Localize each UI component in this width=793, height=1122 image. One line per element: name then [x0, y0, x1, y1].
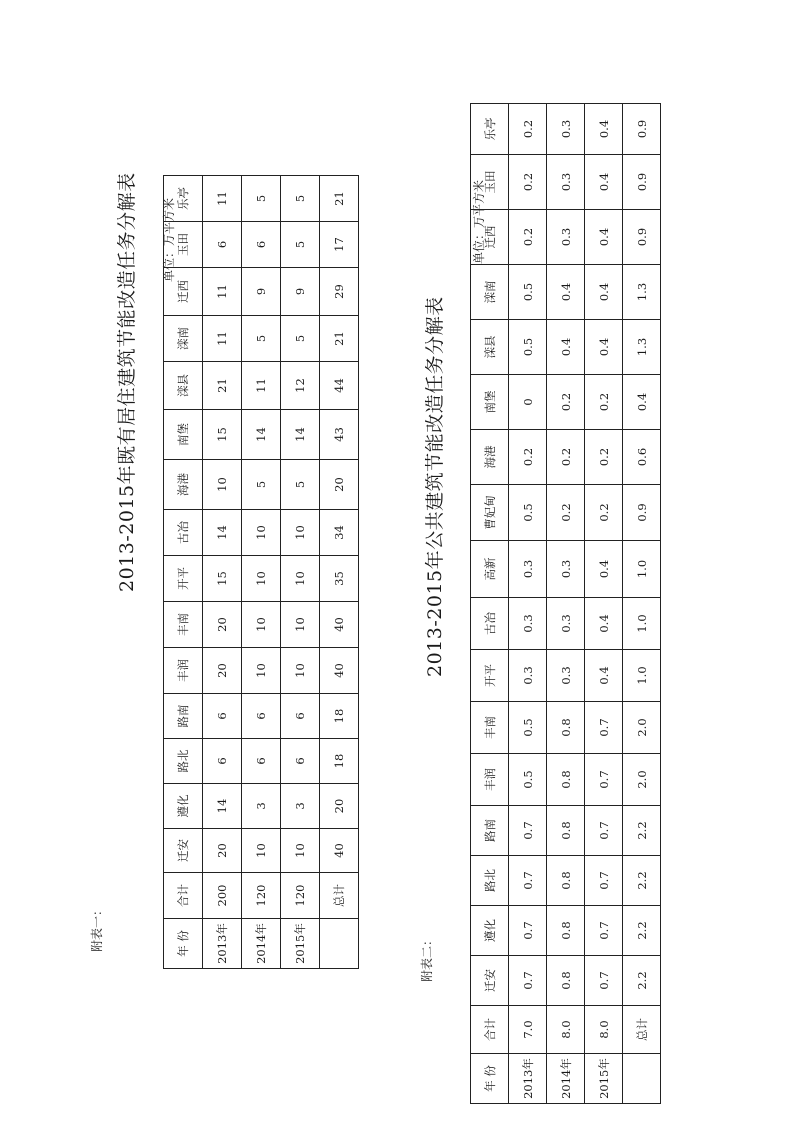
appendix2-cell: 0.2: [585, 375, 623, 430]
appendix2-cell: 0.2: [509, 155, 547, 210]
appendix1-cell: 12: [281, 362, 320, 410]
appendix1-row: [281, 176, 320, 969]
appendix1-cell: 9: [242, 268, 281, 316]
appendix2-cell: 0.4: [547, 265, 585, 320]
appendix2-cell: 0.3: [509, 598, 547, 650]
appendix1-cell: 6: [203, 222, 242, 268]
appendix1-cell: 29: [320, 268, 359, 316]
appendix2-cell: 0.9: [623, 155, 661, 210]
appendix2-row: [509, 104, 547, 1104]
appendix1-header-cell: 乐亭: [164, 176, 203, 222]
appendix1-cell: 21: [320, 316, 359, 362]
appendix2-cell: 0.2: [509, 210, 547, 265]
appendix1-row: [203, 176, 242, 969]
appendix2-label: 附表二：: [420, 933, 434, 982]
appendix2-cell: 2.0: [623, 754, 661, 806]
appendix2-cell: 8.0: [547, 1006, 585, 1054]
appendix1-cell: 6: [242, 739, 281, 784]
appendix1-header-cell: 滦南: [164, 316, 203, 362]
appendix1-header-cell: 南堡: [164, 410, 203, 460]
appendix1-cell: 120: [281, 873, 320, 919]
appendix1-cell: 21: [203, 362, 242, 410]
appendix2-cell: 0.3: [547, 104, 585, 155]
appendix1-header-cell: 遵化: [164, 784, 203, 829]
appendix2-cell: 0.3: [509, 541, 547, 598]
appendix2-cell: 总计: [623, 1006, 661, 1054]
appendix2-row: [585, 104, 623, 1104]
appendix1-cell: 10: [281, 510, 320, 556]
appendix1-cell: 18: [320, 739, 359, 784]
appendix1-cell: 3: [242, 784, 281, 829]
appendix2-cell: 0.4: [585, 320, 623, 375]
appendix2-header-cell: 丰南: [471, 702, 509, 754]
appendix2-header-cell: 路北: [471, 856, 509, 906]
appendix1-header-cell: 丰南: [164, 602, 203, 648]
appendix1-cell: 6: [281, 694, 320, 739]
appendix2-cell: 0.5: [509, 320, 547, 375]
appendix2-cell: [623, 1054, 661, 1104]
appendix2-cell: 0.7: [585, 956, 623, 1006]
appendix2-cell: 0.7: [509, 906, 547, 956]
appendix2-cell: 0.8: [547, 906, 585, 956]
appendix2-cell: 0.4: [585, 210, 623, 265]
appendix1-cell: 15: [203, 556, 242, 602]
appendix2-cell: 0.3: [547, 155, 585, 210]
appendix2-header-cell: 遵化: [471, 906, 509, 956]
appendix1-cell: 34: [320, 510, 359, 556]
appendix1-cell: 10: [242, 648, 281, 694]
appendix2-cell: 1.0: [623, 541, 661, 598]
appendix2-cell: 0.2: [547, 375, 585, 430]
appendix1-header-cell: 迁安: [164, 829, 203, 873]
appendix2-cell: 0.4: [585, 541, 623, 598]
appendix2-cell: 0.7: [585, 754, 623, 806]
appendix2-cell: 0.3: [509, 650, 547, 702]
appendix1-cell: 2013年: [203, 919, 242, 969]
appendix2-cell: 0.5: [509, 265, 547, 320]
appendix2-cell: 0.8: [547, 754, 585, 806]
appendix2-cell: 1.3: [623, 320, 661, 375]
appendix1-header-cell: 玉田: [164, 222, 203, 268]
appendix1-cell: 14: [203, 510, 242, 556]
appendix1-header-cell: 路南: [164, 694, 203, 739]
appendix1-cell: 6: [242, 222, 281, 268]
appendix2-header-cell: 海港: [471, 430, 509, 485]
appendix1-cell: 5: [242, 176, 281, 222]
appendix1-cell: 2014年: [242, 919, 281, 969]
appendix1-cell: 14: [242, 410, 281, 460]
appendix1-cell: 5: [281, 222, 320, 268]
appendix2-cell: 0.9: [623, 210, 661, 265]
appendix2-title: 2013-2015年公共建筑节能改造任务分解表: [424, 296, 446, 677]
appendix1-unit: 单位：万平方米: [162, 197, 176, 282]
appendix2-cell: 2.2: [623, 956, 661, 1006]
appendix1-cell: 40: [320, 829, 359, 873]
appendix2-cell: 0.4: [623, 375, 661, 430]
appendix2-cell: 0.4: [585, 650, 623, 702]
appendix2-cell: 0.5: [509, 702, 547, 754]
appendix1-cell: 10: [242, 829, 281, 873]
appendix1-cell: 10: [242, 510, 281, 556]
appendix2-cell: 0.3: [547, 598, 585, 650]
appendix2-cell: 0.7: [509, 956, 547, 1006]
appendix2-header-cell: 滦南: [471, 265, 509, 320]
appendix2-cell: 0.4: [547, 320, 585, 375]
appendix1-cell: 10: [281, 648, 320, 694]
appendix2-cell: 0.5: [509, 485, 547, 541]
appendix2-cell: 0.8: [547, 806, 585, 856]
appendix1-row: [242, 176, 281, 969]
appendix1-cell: 20: [203, 829, 242, 873]
appendix2-cell: 0.2: [585, 485, 623, 541]
appendix2-header-cell: 南堡: [471, 375, 509, 430]
appendix1-cell: 11: [203, 268, 242, 316]
appendix2-cell: 0.7: [509, 856, 547, 906]
appendix2-cell: 0.7: [585, 702, 623, 754]
appendix2-header-cell: 合计: [471, 1006, 509, 1054]
appendix1-cell: 200: [203, 873, 242, 919]
appendix1-header-cell: 海港: [164, 460, 203, 510]
appendix2-cell: 0.4: [585, 104, 623, 155]
appendix2-cell: 0.3: [547, 541, 585, 598]
appendix1-cell: 18: [320, 694, 359, 739]
appendix2-cell: 0.8: [547, 956, 585, 1006]
appendix1-header-cell: 丰润: [164, 648, 203, 694]
appendix1-header-cell: 古冶: [164, 510, 203, 556]
appendix1-cell: 17: [320, 222, 359, 268]
appendix1-header-cell: 滦县: [164, 362, 203, 410]
appendix1-cell: 20: [320, 460, 359, 510]
appendix1-cell: 10: [281, 556, 320, 602]
appendix1-cell: 5: [281, 460, 320, 510]
appendix1-cell: 5: [242, 460, 281, 510]
appendix2-unit: 单位：万平方米: [472, 179, 486, 264]
appendix2-cell: 0.7: [509, 806, 547, 856]
appendix2-cell: 0.9: [623, 104, 661, 155]
appendix1-cell: 14: [203, 784, 242, 829]
appendix2-header-cell: 路南: [471, 806, 509, 856]
appendix2-cell: 0.7: [585, 806, 623, 856]
appendix2-header-cell: 年 份: [471, 1054, 509, 1104]
appendix1-header-cell: 开平: [164, 556, 203, 602]
appendix1-cell: 10: [281, 829, 320, 873]
appendix2-header-cell: 乐亭: [471, 104, 509, 155]
appendix1-cell: 6: [203, 739, 242, 784]
appendix2-cell: 2013年: [509, 1054, 547, 1104]
appendix1-cell: 9: [281, 268, 320, 316]
appendix1-cell: 43: [320, 410, 359, 460]
appendix2-cell: 0.4: [585, 598, 623, 650]
appendix2-cell: 0.7: [585, 856, 623, 906]
appendix2-row: [547, 104, 585, 1104]
appendix2-header-cell: 高新: [471, 541, 509, 598]
appendix1-cell: 10: [281, 602, 320, 648]
appendix1-cell: 6: [281, 739, 320, 784]
appendix2-header-cell: 玉田: [471, 155, 509, 210]
appendix1-row: [320, 176, 359, 969]
appendix2-cell: 1.0: [623, 650, 661, 702]
appendix2-header-cell: 曹妃甸: [471, 485, 509, 541]
appendix2-table: [470, 103, 661, 1104]
appendix1-cell: 15: [203, 410, 242, 460]
appendix2-header-row: [471, 104, 509, 1104]
appendix2-header-cell: 迁安: [471, 956, 509, 1006]
appendix2-header-cell: 滦县: [471, 320, 509, 375]
appendix1-label: 附表一：: [90, 903, 104, 952]
appendix1-cell: 35: [320, 556, 359, 602]
appendix1-cell: 5: [281, 176, 320, 222]
appendix2-cell: 0.8: [547, 702, 585, 754]
appendix2-cell: 0.3: [547, 650, 585, 702]
appendix2-row: [623, 104, 661, 1104]
appendix2-cell: 0.2: [585, 430, 623, 485]
appendix1-cell: 5: [242, 316, 281, 362]
appendix2-cell: 1.3: [623, 265, 661, 320]
appendix1-cell: 5: [281, 316, 320, 362]
appendix1-cell: 10: [242, 602, 281, 648]
appendix1-cell: 2015年: [281, 919, 320, 969]
appendix2-cell: 8.0: [585, 1006, 623, 1054]
appendix1-cell: 40: [320, 648, 359, 694]
appendix2-cell: 1.0: [623, 598, 661, 650]
appendix2-cell: 0: [509, 375, 547, 430]
appendix2-cell: 0.2: [509, 430, 547, 485]
appendix1-title: 2013-2015年既有居住建筑节能改造任务分解表: [116, 172, 138, 592]
appendix2-cell: 0.5: [509, 754, 547, 806]
appendix1-cell: 21: [320, 176, 359, 222]
appendix2-cell: 0.9: [623, 485, 661, 541]
appendix2-cell: 7.0: [509, 1006, 547, 1054]
appendix1-header-cell: 迁西: [164, 268, 203, 316]
appendix1-table: [163, 175, 359, 969]
appendix2-cell: 2.2: [623, 806, 661, 856]
appendix1-cell: 40: [320, 602, 359, 648]
appendix1-cell: 11: [203, 176, 242, 222]
appendix1-header-cell: 年 份: [164, 919, 203, 969]
appendix2-cell: 2.2: [623, 906, 661, 956]
appendix1-cell: 44: [320, 362, 359, 410]
appendix1-cell: 10: [242, 556, 281, 602]
appendix1-cell: 总计: [320, 873, 359, 919]
appendix2-cell: 0.4: [585, 265, 623, 320]
appendix1-cell: 20: [203, 648, 242, 694]
appendix2-header-cell: 开平: [471, 650, 509, 702]
appendix2-cell: 0.2: [547, 485, 585, 541]
appendix1-cell: 14: [281, 410, 320, 460]
appendix2-header-cell: 古冶: [471, 598, 509, 650]
appendix2-cell: 0.3: [547, 210, 585, 265]
appendix2-cell: 2014年: [547, 1054, 585, 1104]
appendix2-cell: 0.2: [547, 430, 585, 485]
appendix1-header-cell: 合计: [164, 873, 203, 919]
appendix2-cell: 0.6: [623, 430, 661, 485]
appendix1-cell: 11: [242, 362, 281, 410]
appendix2-cell: 0.8: [547, 856, 585, 906]
appendix2-cell: 0.2: [509, 104, 547, 155]
appendix1-cell: [320, 919, 359, 969]
appendix1-cell: 20: [203, 602, 242, 648]
appendix2-cell: 2015年: [585, 1054, 623, 1104]
appendix1-cell: 6: [242, 694, 281, 739]
appendix2-cell: 0.7: [585, 906, 623, 956]
appendix1-header-cell: 路北: [164, 739, 203, 784]
appendix2-cell: 0.4: [585, 155, 623, 210]
appendix1-cell: 20: [320, 784, 359, 829]
appendix1-cell: 10: [203, 460, 242, 510]
appendix1-cell: 6: [203, 694, 242, 739]
appendix2-cell: 2.2: [623, 856, 661, 906]
appendix2-cell: 2.0: [623, 702, 661, 754]
appendix1-header-row: [164, 176, 203, 969]
appendix1-cell: 11: [203, 316, 242, 362]
appendix1-cell: 120: [242, 873, 281, 919]
appendix1-cell: 3: [281, 784, 320, 829]
appendix2-header-cell: 迁西: [471, 210, 509, 265]
appendix2-header-cell: 丰润: [471, 754, 509, 806]
